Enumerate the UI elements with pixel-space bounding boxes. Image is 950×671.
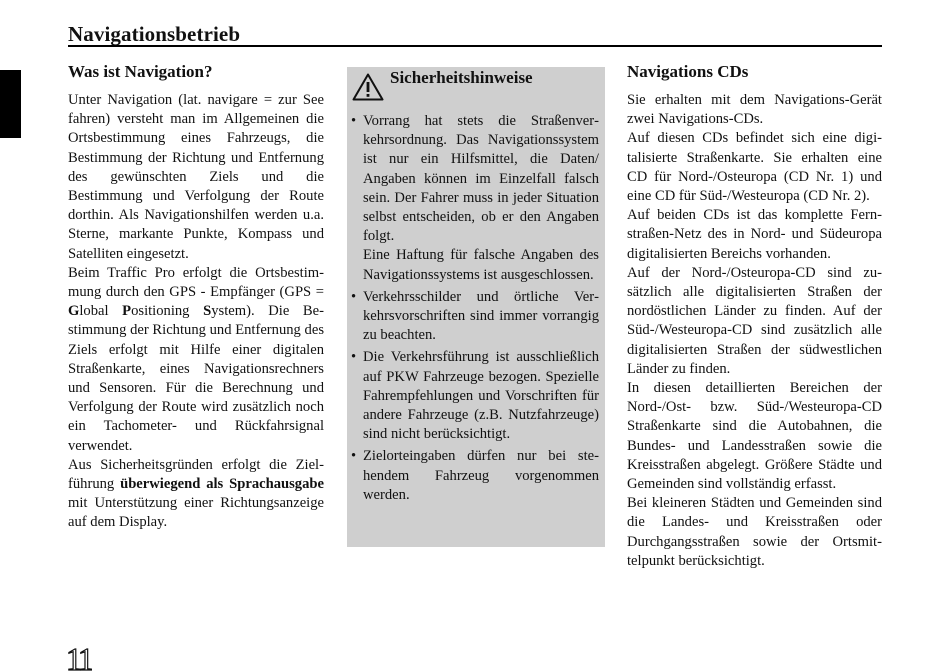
- page-title: Navigationsbetrieb: [68, 22, 241, 46]
- paragraph-cds-highways: Auf beiden CDs ist das komplette Fernstraßen-Netz des in Nord- und Südeuropa digitalisierten Bereichs vorhanden.: [627, 207, 882, 262]
- text-gps-s: S: [203, 303, 212, 320]
- warning-triangle-icon: [352, 73, 384, 101]
- text-gps-p: P: [122, 303, 132, 320]
- paragraph-cds-small-towns: Bei kleineren Städten und Gemeinden sind die Landes- und Kreisstraßen oder Durchgangsstraßen sowie der Ortsmittelpunkt berücksichtigt.: [627, 495, 882, 569]
- paragraph-navigation-definition: Unter Navigation (lat. navigare = zur See fahren) versteht man im Allgemeinen die Ortsbestimmung eines Fahrzeugs, die Bestimmung der Richtung und Entfernung des gewünschten Ziels und die Bestimmung und Verfolgung der Route dorthin. Als Navigationshilfen werden u.a. Sterne, markante Punkte, Kompass und Satelliten eingesetzt.: [68, 92, 324, 262]
- bullet: •: [351, 113, 357, 129]
- list-item: [347, 288, 599, 346]
- section-heading-navigation: Was ist Navigation?: [68, 62, 213, 81]
- safety-header: [347, 67, 605, 109]
- safety-item-liability: Eine Haftung für falsche Angaben des Navigationssystems ist ausgeschlossen.: [363, 247, 599, 283]
- column-navigation-intro: [68, 62, 324, 533]
- safety-item-traffic-signs: Verkehrsschilder und örtliche Verkehrsvorschriften sind immer vorrangig zu beachten.: [363, 288, 599, 344]
- text-gps-rest: ystem). Die Bestimmung der Richtung und Entfernung des Ziels erfolgt mit Hilfe einer digitalen Straßenkarte, eines Navigationsrechners und Sensoren. Für die Berechnung und Verfolgung der Route wird zusätzlich noch ein Tachometer- und Rückfahrsignal verwendet.: [68, 303, 325, 454]
- safety-title: Sicherheitshinweise: [390, 68, 533, 87]
- text-gps-g: G: [68, 303, 80, 320]
- page-number-text: 11: [66, 644, 91, 671]
- safety-item-vehicle-type: Die Verkehrsführung ist ausschließlich auf PKW Fahrzeuge bezogen. Spezielle Fahrempfehlungen und Vorschriften für andere Fahrzeuge (z.B. Nutzfahrzeuge) sind nicht berücksichtigt.: [363, 349, 599, 443]
- column-navigation-cds: [627, 62, 882, 571]
- paragraph-cds-included: Sie erhalten mit dem Navigations-Gerät zwei Navigations-CDs.: [627, 92, 882, 128]
- section-heading-cds: Navigations CDs: [627, 62, 749, 81]
- safety-item-stationary-input: Zielorteingaben dürfen nur bei stehendem Fahrzeug vorgenommen werden.: [363, 448, 599, 503]
- text-voice-rest: mit Unterstützung einer Richtungsanzeige auf dem Display.: [68, 495, 324, 531]
- text-voice-intro: Aus Sicherheitsgründen erfolgt die Zielführung: [68, 456, 324, 493]
- paragraph-gps: [68, 264, 324, 456]
- text-gps-intro: Beim Traffic Pro erfolgt die Ortsbestimmung durch den GPS - Empfänger (GPS =: [68, 264, 324, 301]
- paragraph-cds-map: Auf diesen CDs befindet sich eine digitalisierte Straßenkarte. Sie erhalten eine CD für Nord-/Osteuropa (CD Nr. 1) und eine CD für Süd-/Westeuropa (CD Nr. 2).: [627, 130, 882, 205]
- text-voice-bold: überwiegend als Sprachausgabe: [120, 476, 324, 493]
- list-item: [347, 112, 599, 285]
- bullet: •: [351, 288, 357, 305]
- list-item: [347, 447, 599, 505]
- title-rule: [68, 45, 882, 47]
- text-gps-ositioning: ositioning: [131, 303, 204, 320]
- safety-notice-box: [347, 67, 605, 547]
- list-item: [347, 348, 599, 444]
- bullet: •: [351, 448, 357, 465]
- text-gps-lobal: lobal: [79, 303, 123, 320]
- chapter-thumb-tab: [0, 70, 21, 138]
- safety-item-traffic-rules: Vorrang hat stets die Straßenverkehrsordnung. Das Navigationssystem ist nur ein Hilfsmittel, die Daten/ Angaben können im Einzelfall falsch sein. Der Fahrer muss in jeder Situation selbst entscheiden, ob er den Angaben folgt.: [363, 113, 599, 245]
- paragraph-cds-detail: In diesen detaillierten Bereichen der Nord-/Ost- bzw. Süd-/Westeuropa-CD Straßenkarte sind die Autobahnen, die Bundes- und Landesstraßen sowie die Kreisstraßen abgelegt. Größere Städte und Gemeinden sind vollständig erfasst.: [627, 380, 882, 493]
- bullet: •: [351, 349, 357, 366]
- safety-list: [347, 112, 602, 508]
- page-number: [66, 644, 92, 671]
- paragraph-cds-regional: Auf der Nord-/Osteuropa-CD sind zusätzlich alle digitalisierten Straßen der nordöstlichen Länder zu finden. Auf der Süd-/Westeuropa-CD sind zusätzlich alle digitalisierten Straßen der südwestlichen Länder zu finden.: [627, 264, 882, 377]
- paragraph-voice-guidance: [68, 456, 324, 533]
